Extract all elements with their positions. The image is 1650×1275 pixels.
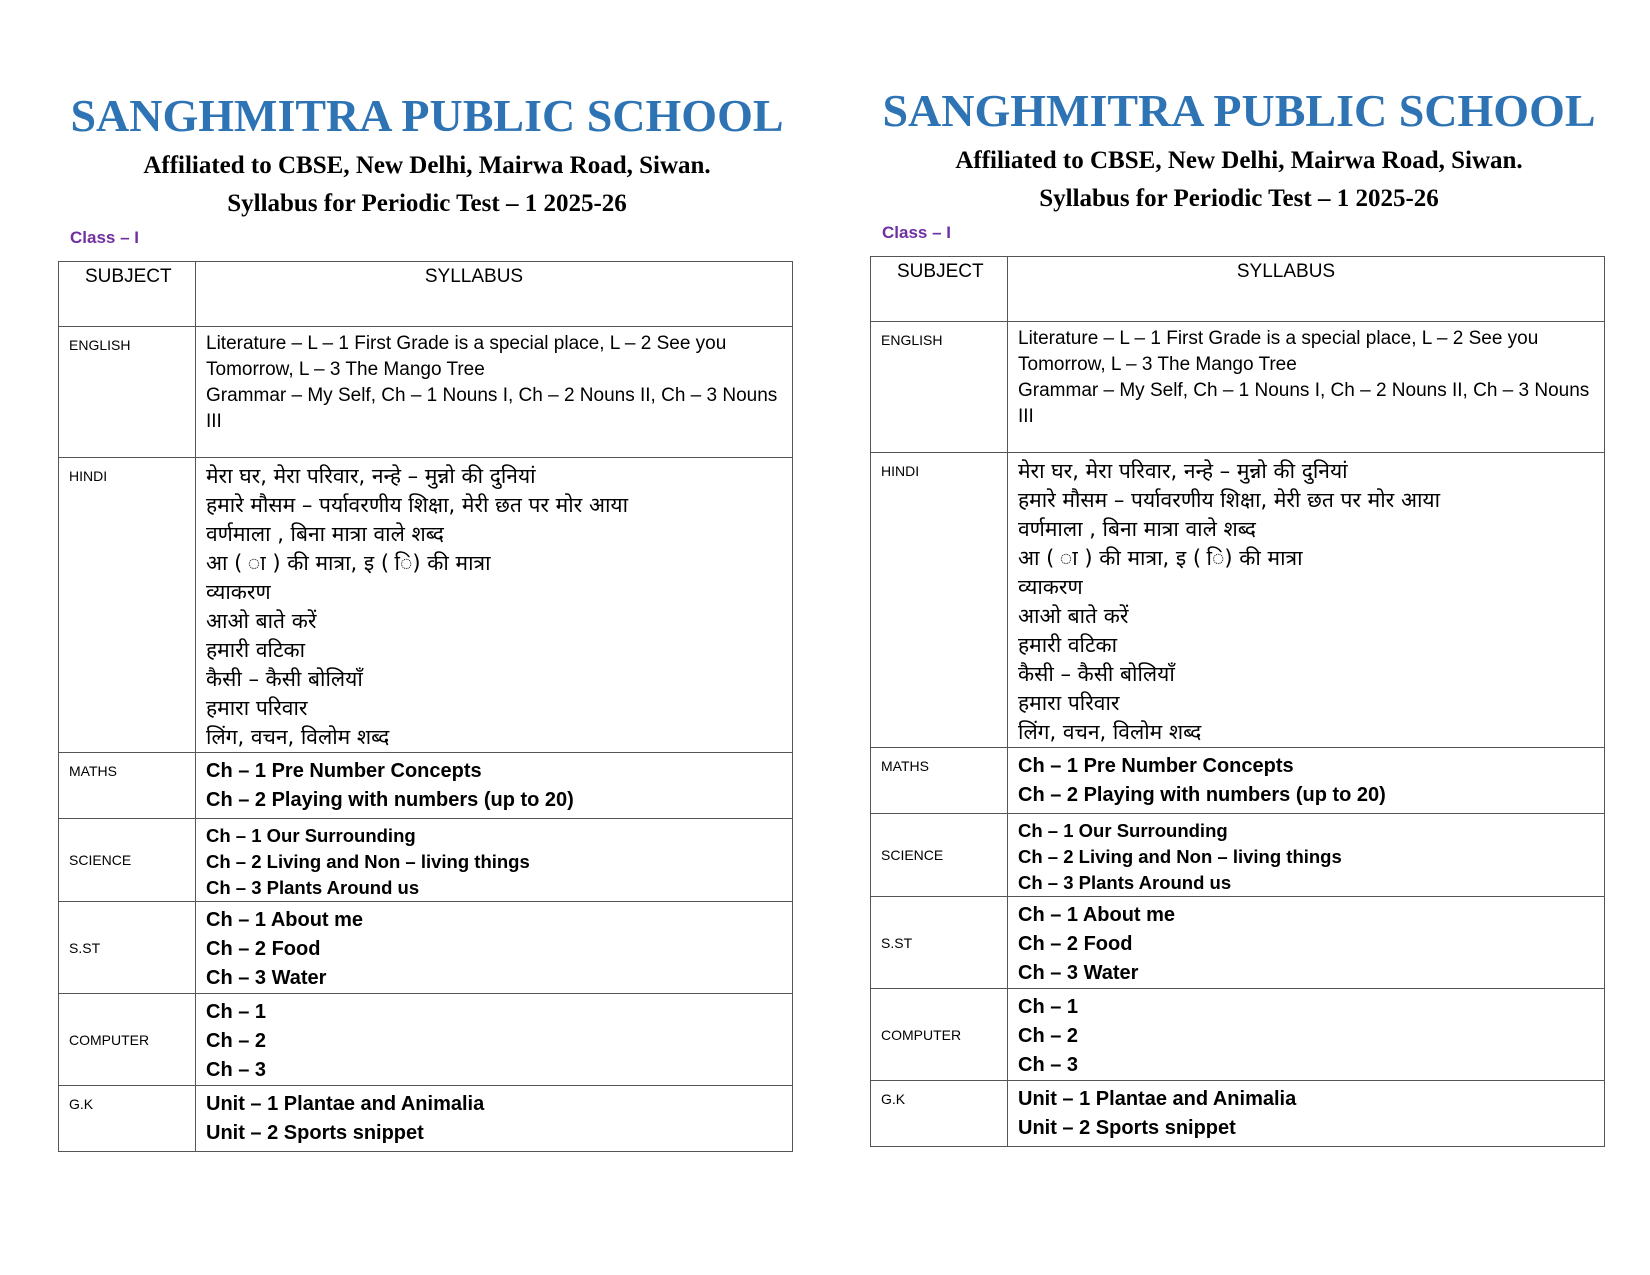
syllabus-line: हमारी वटिका	[1018, 633, 1118, 657]
table-header-row	[59, 262, 793, 327]
syllabus-line: हमारी वटिका	[206, 638, 306, 662]
syllabus-cell	[1008, 322, 1605, 453]
table-row-hindi	[871, 453, 1605, 748]
table-header-row	[871, 257, 1605, 322]
syllabus-line: Ch – 2 Food	[206, 938, 321, 960]
subject-cell: SCIENCE	[59, 819, 196, 902]
syllabus-line: III	[206, 411, 222, 432]
syllabus-line: मेरा घर, मेरा परिवार, नन्हे – मुन्नो की दुनियां	[206, 464, 536, 488]
syllabus-line: वर्णमाला , बिना मात्रा वाले शब्द	[1018, 517, 1256, 541]
syllabus-cell	[196, 753, 793, 819]
table-row-hindi	[59, 458, 793, 753]
syllabus-cell	[1008, 897, 1605, 989]
table-row-english	[59, 327, 793, 458]
syllabus-line: Ch – 3 Water	[206, 967, 327, 989]
syllabus-line: Unit – 2 Sports snippet	[1018, 1117, 1236, 1139]
syllabus-line: आओ बाते करें	[206, 609, 317, 633]
table-row-gk	[59, 1086, 793, 1152]
syllabus-line: Literature – L – 1 First Grade is a special place, L – 2 See you	[206, 333, 727, 354]
syllabus-line: Ch – 3 Water	[1018, 962, 1139, 984]
column-header-syllabus: SYLLABUS	[1008, 257, 1605, 322]
subject-cell: COMPUTER	[871, 989, 1008, 1081]
syllabus-cell	[196, 819, 793, 902]
syllabus-line: आओ बाते करें	[1018, 604, 1129, 628]
column-header-syllabus: SYLLABUS	[196, 262, 793, 327]
syllabus-line: Tomorrow, L – 3 The Mango Tree	[1018, 354, 1297, 375]
syllabus-line: Ch – 3 Plants Around us	[1018, 872, 1232, 893]
syllabus-cell	[1008, 453, 1605, 748]
syllabus-line: Ch – 1 About me	[206, 909, 364, 931]
syllabus-line: कैसी – कैसी बोलियॉं	[206, 667, 363, 691]
class-label: Class – I	[70, 228, 139, 247]
syllabus-sheet-left	[58, 85, 796, 1152]
subject-cell: S.ST	[871, 897, 1008, 989]
syllabus-line: वर्णमाला , बिना मात्रा वाले शब्द	[206, 522, 444, 546]
syllabus-line: Ch – 3	[1018, 1054, 1079, 1076]
syllabus-title: Syllabus for Periodic Test – 1 2025-26	[1039, 185, 1439, 212]
syllabus-line: Ch – 1 Pre Number Concepts	[206, 760, 482, 782]
syllabus-line: Ch – 2	[206, 1030, 267, 1052]
syllabus-cell	[196, 458, 793, 753]
subject-cell: G.K	[59, 1086, 196, 1152]
syllabus-line: Ch – 3 Plants Around us	[206, 877, 420, 898]
syllabus-line: हमारा परिवार	[206, 696, 308, 720]
syllabus-cell	[196, 327, 793, 458]
syllabus-line: Tomorrow, L – 3 The Mango Tree	[206, 359, 485, 380]
syllabus-line: Ch – 1	[206, 1001, 267, 1023]
syllabus-line: Ch – 1 Our Surrounding	[1018, 820, 1228, 841]
table-row-english	[871, 322, 1605, 453]
syllabus-line: Ch – 1 About me	[1018, 904, 1176, 926]
table-row-maths	[871, 748, 1605, 814]
syllabus-cell	[1008, 748, 1605, 814]
syllabus-line: Ch – 1 Our Surrounding	[206, 825, 416, 846]
table-row-science	[871, 814, 1605, 897]
syllabus-line: Ch – 2 Playing with numbers (up to 20)	[1018, 784, 1386, 806]
syllabus-line: हमारा परिवार	[1018, 691, 1120, 715]
subject-cell: ENGLISH	[871, 322, 1008, 453]
syllabus-line: लिंग, वचन, विलोम शब्द	[206, 725, 390, 749]
table-row-science	[59, 819, 793, 902]
syllabus-cell	[1008, 1081, 1605, 1147]
syllabus-cell	[196, 994, 793, 1086]
syllabus-line: लिंग, वचन, विलोम शब्द	[1018, 720, 1202, 744]
syllabus-cell	[196, 1086, 793, 1152]
subject-cell: HINDI	[871, 453, 1008, 748]
syllabus-line: हमारे मौसम – पर्यावरणीय शिक्षा, मेरी छत पर मोर आया	[1018, 488, 1441, 512]
subject-cell: HINDI	[59, 458, 196, 753]
syllabus-line: व्याकरण	[206, 580, 271, 604]
syllabus-cell	[1008, 989, 1605, 1081]
syllabus-line: हमारे मौसम – पर्यावरणीय शिक्षा, मेरी छत पर मोर आया	[206, 493, 629, 517]
syllabus-line: आ ( ा ) की मात्रा, इ ( ि) की मात्रा	[206, 551, 491, 575]
table-row-sst	[59, 902, 793, 994]
syllabus-sheet-right	[870, 80, 1608, 1147]
table-row-computer	[871, 989, 1605, 1081]
syllabus-line: III	[1018, 406, 1034, 427]
class-label: Class – I	[882, 223, 951, 242]
school-name: SANGHMITRA PUBLIC SCHOOL	[882, 85, 1596, 136]
table-row-sst	[871, 897, 1605, 989]
table-row-maths	[59, 753, 793, 819]
syllabus-line: Literature – L – 1 First Grade is a special place, L – 2 See you	[1018, 328, 1539, 349]
subject-cell: MATHS	[59, 753, 196, 819]
subject-cell: ENGLISH	[59, 327, 196, 458]
syllabus-line: Ch – 2 Living and Non – living things	[206, 851, 530, 872]
syllabus-line: Unit – 1 Plantae and Animalia	[1018, 1088, 1297, 1110]
column-header-subject: SUBJECT	[871, 257, 1008, 322]
syllabus-line: मेरा घर, मेरा परिवार, नन्हे – मुन्नो की दुनियां	[1018, 459, 1348, 483]
affiliation-line: Affiliated to CBSE, New Delhi, Mairwa Road, Siwan.	[955, 147, 1523, 174]
syllabus-line: Ch – 3	[206, 1059, 267, 1081]
syllabus-line: Unit – 2 Sports snippet	[206, 1122, 424, 1144]
table-row-computer	[59, 994, 793, 1086]
column-header-subject: SUBJECT	[59, 262, 196, 327]
syllabus-cell	[1008, 814, 1605, 897]
syllabus-line: Ch – 2	[1018, 1025, 1079, 1047]
syllabus-line: Grammar – My Self, Ch – 1 Nouns I, Ch – 2 Nouns II, Ch – 3 Nouns	[1018, 380, 1590, 401]
syllabus-line: Ch – 1 Pre Number Concepts	[1018, 755, 1294, 777]
subject-cell: MATHS	[871, 748, 1008, 814]
affiliation-line: Affiliated to CBSE, New Delhi, Mairwa Road, Siwan.	[143, 152, 711, 179]
subject-cell: SCIENCE	[871, 814, 1008, 897]
syllabus-line: Grammar – My Self, Ch – 1 Nouns I, Ch – 2 Nouns II, Ch – 3 Nouns	[206, 385, 778, 406]
syllabus-table	[58, 261, 793, 1152]
syllabus-line: आ ( ा ) की मात्रा, इ ( ि) की मात्रा	[1018, 546, 1303, 570]
syllabus-line: Ch – 1	[1018, 996, 1079, 1018]
table-row-gk	[871, 1081, 1605, 1147]
subject-cell: G.K	[871, 1081, 1008, 1147]
syllabus-line: Ch – 2 Playing with numbers (up to 20)	[206, 789, 574, 811]
syllabus-line: व्याकरण	[1018, 575, 1083, 599]
syllabus-line: Ch – 2 Food	[1018, 933, 1133, 955]
subject-cell: S.ST	[59, 902, 196, 994]
subject-cell: COMPUTER	[59, 994, 196, 1086]
syllabus-table	[870, 256, 1605, 1147]
syllabus-title: Syllabus for Periodic Test – 1 2025-26	[227, 190, 627, 217]
syllabus-cell	[196, 902, 793, 994]
school-name: SANGHMITRA PUBLIC SCHOOL	[70, 90, 784, 141]
syllabus-line: कैसी – कैसी बोलियॉं	[1018, 662, 1175, 686]
syllabus-line: Unit – 1 Plantae and Animalia	[206, 1093, 485, 1115]
syllabus-line: Ch – 2 Living and Non – living things	[1018, 846, 1342, 867]
